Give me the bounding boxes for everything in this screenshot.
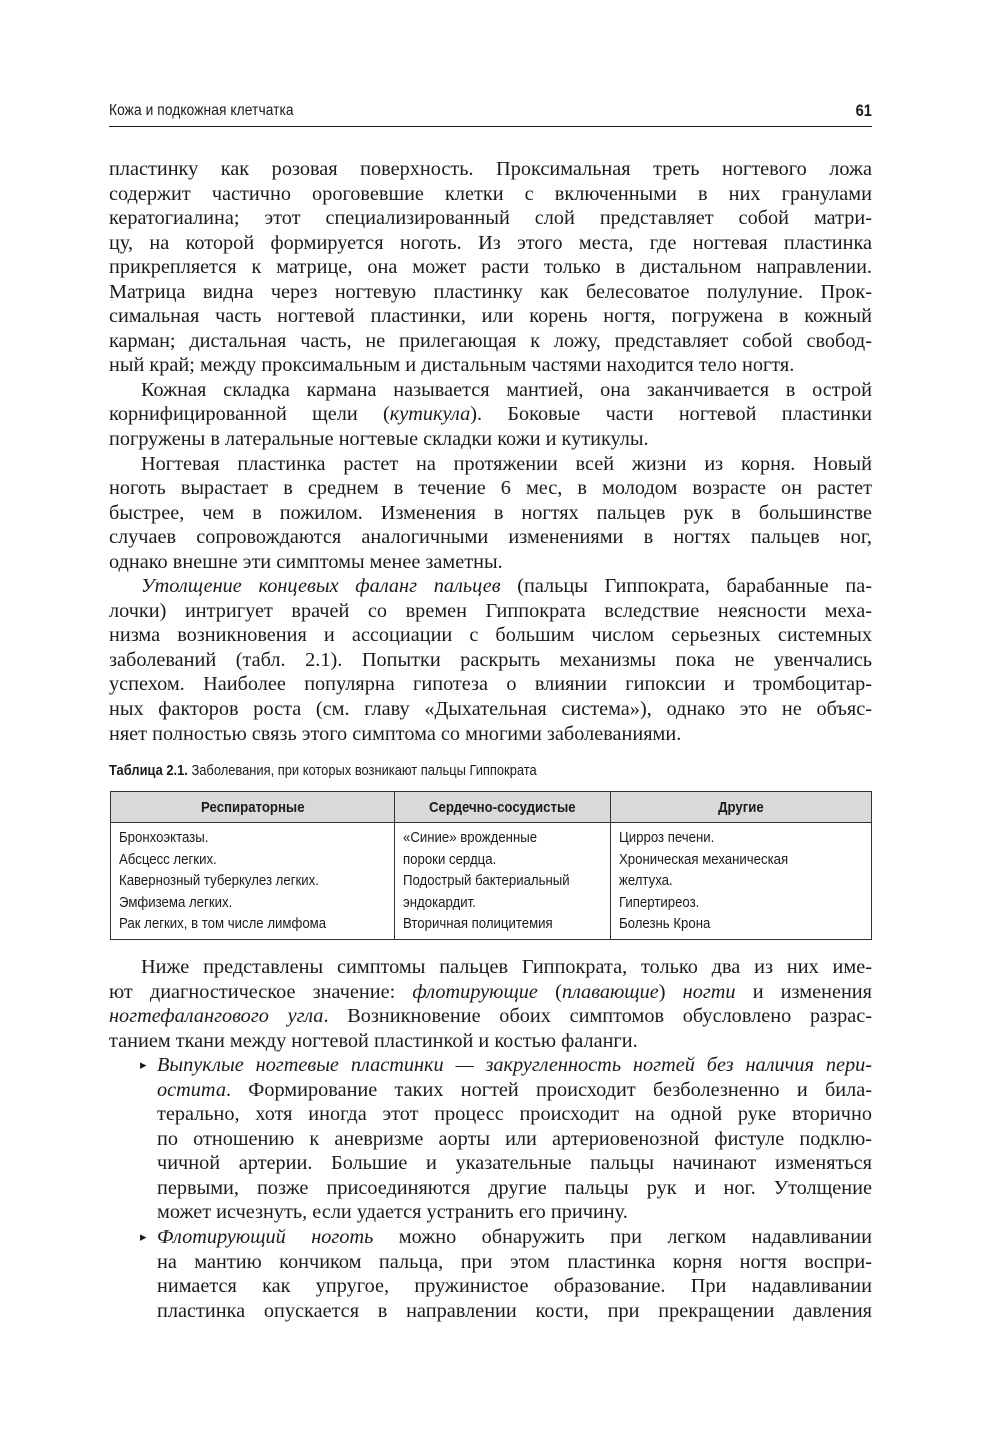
- paragraph-nail-matrix: [109, 157, 872, 378]
- column-header-other: Другие: [610, 792, 871, 823]
- text-line: первыми, позже присоединяются другие пальцы рук и ног. Утолщение: [157, 1176, 872, 1199]
- text-line: на мантию кончиком пальца, при этом пластинка корня ногтя воспри-: [157, 1250, 872, 1273]
- text-run: можно обнаружить при легком надавливании: [373, 1226, 872, 1249]
- text-line: Ногтевая пластинка растет на протяжении всей жизни из корня. Новый: [141, 452, 872, 475]
- term-italic: остита: [157, 1078, 226, 1101]
- text-run: и изменения: [735, 980, 872, 1003]
- text-line: [157, 1078, 872, 1103]
- paragraph-mantle: [109, 378, 872, 452]
- text-line: няет полностью связь этого симптома со многими заболеваниями.: [109, 722, 682, 745]
- text-line: карман; дистальная часть, не прилегающая к ложу, представляет собой свобод-: [109, 329, 872, 352]
- text-run: ): [658, 980, 683, 1003]
- paragraph-nail-growth: [109, 452, 872, 575]
- text-line: может исчезнуть, если удается устранить его причину.: [157, 1201, 628, 1224]
- text-line: [109, 1004, 872, 1029]
- text-line: по отношению к аневризме аорты или артериовенозной фистуле подклю-: [157, 1127, 872, 1150]
- text-line: Кожная складка кармана называется мантией, она заканчивается в острой: [141, 378, 872, 401]
- table-caption-text: Заболевания, при которых возникают пальцы Гиппократа: [187, 762, 537, 779]
- text-line: однако внешне эти симптомы менее заметны.: [109, 550, 503, 573]
- text-run: (: [537, 980, 562, 1003]
- text-line: пластинку как розовая поверхность. Проксимальная треть ногтевого ложа: [109, 158, 872, 180]
- column-header-cardiovascular: Сердечно-сосудистые: [394, 792, 610, 823]
- bullet-item-floating-nail: [109, 1225, 872, 1323]
- table-caption: [109, 762, 537, 779]
- term-italic: кутикула: [389, 403, 471, 426]
- running-header: [109, 100, 872, 127]
- text-run: ют диагностическое значение:: [109, 980, 413, 1003]
- text-line: [109, 574, 872, 599]
- text-line: лочки) интригует врачей со времен Гиппократа вследствие неясности меха-: [109, 599, 872, 622]
- body-text-upper: [109, 157, 872, 746]
- text-line: цу, на которой формируется ноготь. Из этого места, где ногтевая пластинка: [109, 231, 872, 254]
- text-line: случаев сопровождаются аналогичными изменениями в ногтях пальцев ног,: [109, 526, 872, 549]
- table-cell-other: Цирроз печени. Хроническая механическая желтуха. Гипертиреоз. Болезнь Крона: [610, 823, 871, 940]
- body-text-lower: [109, 955, 872, 1323]
- text-run: ). Боковые части ногтевой пластинки: [470, 403, 872, 426]
- running-title: Кожа и подкожная клетчатка: [109, 102, 294, 119]
- text-line: заболеваний (табл. 2.1). Попытки раскрыть механизмы пока не увенчались: [109, 648, 872, 671]
- text-run: (пальцы Гиппократа, барабанные па-: [500, 575, 872, 598]
- text-line: низма возникновения и ассоциации с большим числом серьезных системных: [109, 624, 872, 647]
- text-line: погружены в латеральные ногтевые складки кожи и кутикулы.: [109, 428, 649, 451]
- text-line: успехом. Наиболее популярна гипотеза о влиянии гипоксии и тромбоцитар-: [109, 673, 872, 696]
- table-cell-cardiovascular: «Синие» врожденные пороки сердца. Подострый бактериальный эндокардит. Вторичная полицитемия: [394, 823, 610, 940]
- text-line: кератогиалина; этот специализированный слой представляет собой матри-: [109, 207, 872, 230]
- term-italic: Флотирующий ноготь: [157, 1226, 374, 1249]
- text-line: танием ткани между ногтевой пластинкой и костью фаланги.: [109, 1029, 638, 1052]
- paragraph-symptoms-intro: [109, 955, 872, 1053]
- text-line: содержит частично ороговевшие клетки с включенными в них гранулами: [109, 182, 872, 205]
- text-line: быстрее, чем в пожилом. Изменения в ногтях пальцев рук в большинстве: [109, 501, 872, 524]
- term-italic: плавающие: [561, 980, 659, 1003]
- text-run: корнифицированной щели (: [109, 403, 390, 426]
- page-number: 61: [855, 101, 872, 120]
- text-line: [157, 1053, 872, 1078]
- text-line: [109, 402, 872, 427]
- text-run: . Формирование таких ногтей происходит безболезненно и била-: [225, 1078, 872, 1101]
- text-line: пластинка опускается в направлении кости, при прекращении давления: [157, 1299, 872, 1322]
- table-header-row: [111, 792, 872, 823]
- bullet-triangle-icon: ▸: [140, 1229, 147, 1245]
- text-line: чичной артерии. Большие и указательные пальцы начинают изменяться: [157, 1152, 872, 1175]
- column-header-respiratory: Респираторные: [111, 792, 395, 823]
- text-line: ных факторов роста (см. главу «Дыхательная система»), однако это не объяс-: [109, 698, 872, 721]
- paragraph-clubbing: [109, 574, 872, 746]
- table-clubbing-diseases: [110, 791, 872, 940]
- table-cell-respiratory: Бронхоэктазы. Абсцесс легких. Кавернозный туберкулез легких. Эмфизема легких. Рак легких, в том числе лимфома: [111, 823, 395, 940]
- bullet-item-convex-nails: [109, 1053, 872, 1225]
- term-italic: Выпуклые ногтевые пластинки — закругленность ногтей без наличия пери-: [157, 1054, 872, 1077]
- text-line: [157, 1225, 872, 1250]
- text-line: [109, 980, 872, 1005]
- table-row: [111, 823, 872, 940]
- text-line: терально, хотя иногда этот процесс происходит на одной руке вторично: [157, 1103, 872, 1126]
- text-line: нимается как упругое, пружинистое образование. При надавливании: [157, 1275, 872, 1298]
- text-run: . Возникновение обоих симптомов обусловлено разрас-: [323, 1005, 872, 1028]
- term-italic: ногтефалангового угла: [109, 1005, 324, 1028]
- term-italic: ногти: [682, 980, 736, 1003]
- text-line: ный край; между проксимальным и дистальным частями находится тело ногтя.: [109, 354, 795, 377]
- text-line: симальная часть ногтевой пластинки, или корень ногтя, погружена в кожный: [109, 305, 872, 328]
- term-italic: флотирующие: [412, 980, 538, 1003]
- text-line: ноготь вырастает в среднем в течение 6 мес, в молодом возрасте он растет: [109, 477, 872, 500]
- text-line: Ниже представлены симптомы пальцев Гиппократа, только два из них име-: [141, 956, 872, 978]
- text-line: Матрица видна через ногтевую пластинку как белесоватое полулуние. Прок-: [109, 280, 872, 303]
- text-line: прикрепляется к матрице, она может расти только в дистальном направлении.: [109, 256, 872, 279]
- table-caption-label: Таблица 2.1.: [109, 762, 188, 779]
- bullet-triangle-icon: ▸: [140, 1057, 147, 1073]
- term-italic: Утолщение концевых фаланг пальцев: [141, 575, 501, 598]
